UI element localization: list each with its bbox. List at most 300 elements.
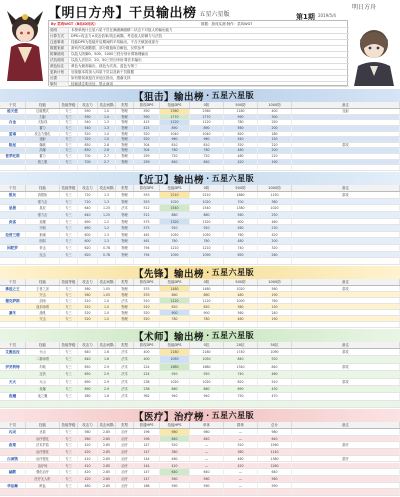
table-cell: 2210 — [160, 192, 190, 198]
table-cell — [292, 371, 400, 377]
table-cell: 533 — [134, 292, 160, 297]
table-cell: 专三 — [60, 356, 78, 362]
operator-name: 星极 — [0, 205, 26, 211]
table-cell — [224, 489, 258, 495]
table-cell: 专三 — [60, 386, 78, 392]
table-cell: 专三 — [60, 120, 78, 125]
table-cell: 590 — [134, 109, 160, 114]
table-cell: 150 — [258, 137, 292, 142]
table-cell — [190, 401, 224, 407]
operator-name — [0, 212, 26, 218]
table-cell: 1.6 — [98, 393, 116, 399]
table-cell: 治疗 — [116, 469, 134, 475]
table-cell: 群攻 — [292, 349, 400, 355]
table-cell: 850 — [78, 143, 98, 148]
operator-name — [0, 322, 26, 327]
table-row — [0, 199, 400, 206]
table-cell: 物理 — [116, 143, 134, 148]
bracket-open: 【 — [134, 174, 145, 186]
table-cell: 强力击 — [26, 212, 60, 218]
column-header: 备注 — [292, 185, 400, 191]
column-header: 单体 — [190, 422, 224, 428]
table-cell: 1050 — [190, 356, 224, 362]
table-cell — [78, 322, 98, 327]
table-cell: 520 — [78, 132, 98, 137]
table-cell: 940 — [160, 393, 190, 399]
table-cell: 640 — [78, 212, 98, 218]
operator-name — [0, 463, 26, 469]
bracket-close: 】 — [164, 174, 175, 186]
table-cell: 560 — [78, 286, 98, 291]
table-cell: 461 — [134, 238, 160, 244]
table-cell: 410 — [78, 463, 98, 469]
table-cell: 1.3 — [98, 232, 116, 238]
issue-number: 第1期 — [296, 13, 315, 21]
table-cell: 治疗 — [116, 476, 134, 482]
table-cell — [160, 322, 190, 327]
info-value: 以敌人防御0、500、1000三档分别计算物理输出 — [71, 51, 149, 56]
table-cell: 840 — [224, 356, 258, 362]
table-cell: 460 — [160, 456, 190, 462]
table-cell: 190 — [258, 316, 292, 321]
table-cell: 1020 — [224, 286, 258, 291]
table-cell: 2.7 — [98, 160, 116, 165]
table-cell: 2.9 — [98, 371, 116, 377]
table-cell: 860 — [190, 386, 224, 392]
table-cell: 1120 — [160, 120, 190, 125]
table-cell — [134, 489, 160, 495]
table-cell: 2.7 — [98, 154, 116, 159]
info-key: 颜色标注 — [49, 64, 69, 69]
table-cell: 2180 — [160, 349, 190, 355]
table-cell: 410 — [78, 456, 98, 462]
table-cell: 1020 — [190, 379, 224, 385]
table-cell: 2360 — [160, 109, 190, 114]
table-cell: 420 — [160, 463, 190, 469]
table-cell: 专三 — [60, 225, 78, 231]
bracket-close: 】 — [164, 331, 175, 343]
table-cell: 700 — [224, 199, 258, 205]
table-cell: 1.2 — [98, 225, 116, 231]
table-cell — [292, 292, 400, 297]
table-cell: 533 — [134, 286, 160, 291]
table-row — [0, 238, 400, 245]
section-rank-title: 治疗榜 — [174, 411, 205, 423]
table-cell — [292, 310, 400, 315]
table-cell — [292, 245, 400, 251]
table-cell: 760 — [190, 148, 224, 153]
table-cell: 300 — [258, 115, 292, 120]
info-key: 计算方式 — [49, 34, 69, 39]
table-cell: 420 — [258, 232, 292, 238]
table-cell: 1.0 — [98, 310, 116, 315]
table-cell — [292, 489, 400, 495]
table-cell: 法术 — [116, 364, 134, 370]
table-cell: 420 — [78, 449, 98, 455]
table-cell: 圣盾 — [26, 429, 60, 435]
operator-portrait-right — [350, 20, 398, 86]
operator-name: 艾雅法拉 — [0, 349, 26, 355]
table-cell — [292, 212, 400, 218]
table-cell: 920 — [190, 371, 224, 377]
table-cell: 780 — [160, 238, 190, 244]
table-cell: 620 — [160, 304, 190, 309]
table-cell — [258, 322, 292, 327]
table-cell: 259 — [134, 154, 160, 159]
column-header: 攻击间隔 — [98, 185, 116, 191]
table-cell: 430 — [258, 386, 292, 392]
operator-name: 凛冬 — [0, 310, 26, 315]
table-cell: 190 — [258, 292, 292, 297]
table-cell: 1.25 — [98, 205, 116, 211]
table-cell: 物理 — [116, 132, 134, 137]
table-cell: 260 — [258, 252, 292, 258]
table-cell: 专三 — [60, 310, 78, 315]
table-cell: 战吼 — [26, 310, 60, 315]
column-header: 500防 — [224, 185, 258, 191]
table-cell: 620 — [224, 132, 258, 137]
table-cell: 380 — [224, 449, 258, 455]
table-row — [0, 371, 400, 378]
table-cell: 650 — [224, 252, 258, 258]
table-row — [0, 449, 400, 456]
table-cell: 1120 — [190, 120, 224, 125]
table-cell: 专三 — [60, 154, 78, 159]
table-cell: 1.0 — [98, 115, 116, 120]
table-cell: 1090 — [160, 252, 190, 258]
table-cell: 专三 — [60, 245, 78, 251]
table-cell: 专三 — [60, 456, 78, 462]
table-cell — [292, 356, 400, 362]
table-cell: 1140 — [258, 449, 292, 455]
table-cell: 群攻 — [292, 192, 400, 198]
section-subtitle: 五星六星版 — [211, 174, 255, 183]
table-cell: 突击 — [26, 292, 60, 297]
table-cell: 850 — [78, 148, 98, 153]
table-cell — [292, 132, 400, 137]
table-cell: 480 — [224, 154, 258, 159]
table-cell: 620 — [190, 304, 224, 309]
column-header: 普攻DPS — [134, 102, 160, 108]
table-cell: 520 — [134, 132, 160, 137]
table-cell: 210 — [258, 154, 292, 159]
table-cell: — — [190, 463, 224, 469]
table-cell: 520 — [78, 310, 98, 315]
table-cell: 238 — [134, 379, 160, 385]
table-cell: 980 — [258, 429, 292, 435]
table-cell — [26, 165, 60, 170]
table-cell — [224, 322, 258, 327]
table-cell: 物理 — [116, 292, 134, 297]
table-cell: 720 — [78, 199, 98, 205]
info-value: 以敌人法抗0、20、50三档分别计算法术输出 — [71, 57, 142, 62]
table-cell: 362 — [134, 393, 160, 399]
table-cell: 1020 — [160, 199, 190, 205]
issue-date: 2019/5/4 — [318, 13, 336, 18]
table-cell: 群疗 — [292, 442, 400, 448]
table-cell: 1.6 — [98, 356, 116, 362]
table-cell: 物理 — [116, 225, 134, 231]
table-cell: 600 — [78, 238, 98, 244]
table-cell — [292, 476, 400, 482]
table-cell: 专三 — [60, 393, 78, 399]
table-cell: 专三 — [60, 205, 78, 211]
table-cell: 王者之剑 — [26, 286, 60, 291]
table-header — [0, 185, 400, 192]
table-cell: 1120 — [160, 298, 190, 303]
operator-name — [0, 386, 26, 392]
section-5 — [0, 409, 400, 497]
table-row — [0, 476, 400, 483]
table-cell: 物理 — [116, 252, 134, 258]
section-subtitle: 五星六星版 — [211, 411, 255, 420]
table-cell: 510 — [134, 304, 160, 309]
table-cell: 专三 — [60, 143, 78, 148]
separator-dot: · — [206, 91, 210, 100]
table-cell — [60, 489, 78, 495]
table-cell — [160, 489, 190, 495]
table-cell: 820 — [224, 379, 258, 385]
column-header: 备注 — [292, 279, 400, 285]
operator-name: 拉普兰德 — [0, 232, 26, 238]
table-cell: 专三 — [60, 109, 78, 114]
table-cell: 突击 — [26, 316, 60, 321]
table-cell: 扫射 — [26, 115, 60, 120]
table-cell: 2.85 — [98, 476, 116, 482]
table-cell: 420 — [224, 160, 258, 165]
table-cell: 群攻 — [292, 143, 400, 148]
table-cell — [292, 165, 400, 170]
table-cell: 专三 — [60, 212, 78, 218]
table-cell — [292, 483, 400, 489]
table-row — [0, 386, 400, 393]
table-cell — [116, 401, 134, 407]
table-cell: 640 — [160, 160, 190, 165]
table-row — [0, 393, 400, 400]
operator-name — [0, 292, 26, 297]
section-rank-title: 输出榜 — [174, 268, 205, 280]
table-cell: 2.85 — [98, 442, 116, 448]
operator-name: 夜魔 — [0, 393, 26, 399]
table-cell: 1020 — [190, 199, 224, 205]
table-cell — [134, 322, 160, 327]
table-cell — [78, 489, 98, 495]
table-cell — [116, 489, 134, 495]
table-cell: 320 — [258, 245, 292, 251]
section-3 — [0, 266, 400, 329]
table-cell: 196 — [134, 429, 160, 435]
table-cell: 750 — [224, 393, 258, 399]
column-header: 攻击力 — [78, 342, 98, 348]
bracket-close: 】 — [164, 411, 175, 423]
table-cell: 速射 — [26, 137, 60, 142]
table-cell: 专三 — [60, 115, 78, 120]
table-row — [0, 192, 400, 199]
column-header: 攻击力 — [78, 185, 98, 191]
table-cell: 群攻 — [292, 364, 400, 370]
table-cell: 治疗 — [116, 436, 134, 442]
table-cell: 590 — [134, 115, 160, 120]
table-cell: 1260 — [258, 463, 292, 469]
info-table — [48, 20, 348, 86]
table-cell: 900 — [160, 310, 190, 315]
table-cell: — — [224, 436, 258, 442]
table-cell: 510 — [78, 298, 98, 303]
operator-name: 闪灵 — [0, 429, 26, 435]
table-cell: 强力击 — [26, 199, 60, 205]
column-header: 技能等级 — [60, 102, 78, 108]
table-cell: 星辰 — [26, 205, 60, 211]
column-header: 0防 — [190, 279, 224, 285]
info-value: 转载请注明出处，禁止商用 — [71, 81, 113, 86]
section-rank-title: 输出榜 — [174, 91, 205, 103]
table-cell — [116, 165, 134, 170]
table-cell — [190, 258, 224, 264]
info-key: 防御说明 — [49, 52, 69, 57]
bracket-open: 【 — [134, 411, 145, 423]
column-header: 0防 — [190, 102, 224, 108]
operator-name — [0, 137, 26, 142]
table-row — [0, 483, 400, 490]
table-cell — [292, 252, 400, 258]
table-cell: 1120 — [190, 298, 224, 303]
table-cell: 群疗 — [292, 456, 400, 462]
column-header: 干员 — [0, 102, 26, 108]
table-cell — [292, 401, 400, 407]
page-title: 【明日方舟】干员输出榜 — [48, 5, 197, 21]
info-value: 本榜单统计五星六星干员在满潜满级精二状态下对敌人的输出能力 — [71, 28, 173, 32]
table-cell: 物理 — [116, 245, 134, 251]
table-cell: 治疗 — [116, 429, 134, 435]
table-cell: 740 — [224, 245, 258, 251]
column-header: 500防 — [224, 102, 258, 108]
table-row — [0, 219, 400, 226]
section-title — [134, 409, 254, 422]
table-cell: 620 — [78, 252, 98, 258]
table-cell: 810 — [160, 143, 190, 148]
info-value: 黄色为最高输出，绿色为次高，蓝色为第三 — [71, 63, 138, 68]
table-cell: 520 — [78, 137, 98, 142]
table-cell: 1210 — [190, 245, 224, 251]
table-cell: 1.3 — [98, 192, 116, 198]
column-header: 1000防 — [258, 279, 292, 285]
table-cell: 专三 — [60, 469, 78, 475]
table-cell: 560 — [78, 436, 98, 442]
table-cell: 920 — [190, 225, 224, 231]
table-row — [0, 442, 400, 449]
table-cell: 510 — [258, 379, 292, 385]
page-header — [0, 0, 400, 88]
column-header: 群体 — [224, 422, 258, 428]
table-cell: 专三 — [60, 349, 78, 355]
table-cell: 1.6 — [98, 349, 116, 355]
table-cell: 400 — [134, 349, 160, 355]
column-header: 20抗 — [224, 342, 258, 348]
table-cell: 415 — [134, 120, 160, 125]
table-cell: 224 — [134, 364, 160, 370]
table-cell: 物理 — [116, 199, 134, 205]
table-cell: 380 — [258, 199, 292, 205]
column-header: 攻击力 — [78, 422, 98, 428]
section-banner — [0, 329, 400, 342]
table-cell: 575 — [134, 225, 160, 231]
table-cell: 物理 — [116, 219, 134, 225]
table-cell: 治疗 — [116, 449, 134, 455]
table-cell: 治疗 — [116, 463, 134, 469]
table-cell: 1740 — [224, 349, 258, 355]
table-cell: 580 — [78, 393, 98, 399]
table-cell: 190 — [258, 160, 292, 165]
table-cell: 1.2 — [98, 219, 116, 225]
table-cell: 狼之眼 — [26, 160, 60, 165]
table-cell: 2.85 — [98, 436, 116, 442]
column-header: 技能等级 — [60, 279, 78, 285]
table-cell: 专三 — [60, 292, 78, 297]
table-cell: 专三 — [60, 364, 78, 370]
table-cell: 专三 — [60, 304, 78, 309]
table-cell — [292, 304, 400, 309]
table-cell: 1050 — [160, 356, 190, 362]
operator-name — [0, 238, 26, 244]
table-cell: 1020 — [160, 379, 190, 385]
table-cell: 520 — [224, 143, 258, 148]
table-cell: 治疗强化 — [26, 456, 60, 462]
corner-logo-text: 明日方舟 — [352, 4, 377, 11]
table-header — [0, 279, 400, 286]
column-header: 0抗 — [190, 342, 224, 348]
table-cell: 1480 — [160, 286, 190, 291]
column-header: 技能 — [26, 185, 60, 191]
bracket-open: 【 — [134, 268, 145, 280]
table-cell: 1320 — [190, 219, 224, 225]
table-cell — [224, 258, 258, 264]
column-header: 总计 — [258, 422, 292, 428]
table-cell — [292, 154, 400, 159]
table-cell: 群攻 — [292, 286, 400, 291]
table-cell: 540 — [224, 137, 258, 142]
table-cell: 1.3 — [98, 120, 116, 125]
column-header: 普通HPS — [134, 422, 160, 428]
table-cell — [98, 322, 116, 327]
table-cell: 1020 — [258, 205, 292, 211]
table-cell: 590 — [190, 483, 224, 489]
column-header: 备注 — [292, 422, 400, 428]
info-key: 注意事项 — [49, 40, 69, 45]
table-cell: 剑雨 — [26, 298, 60, 303]
table-cell: 物理 — [116, 154, 134, 159]
table-row — [0, 364, 400, 371]
section-title — [134, 266, 254, 279]
table-cell: 640 — [78, 356, 98, 362]
table-cell: 治疗 — [116, 456, 134, 462]
table-cell: 230 — [258, 225, 292, 231]
bracket-open: 【 — [134, 331, 145, 343]
table-cell: 304 — [134, 143, 160, 148]
table-cell: 专三 — [60, 132, 78, 137]
section-name: 医疗 — [144, 411, 165, 423]
table-row — [0, 205, 400, 212]
table-cell — [292, 469, 400, 475]
column-header: 类型 — [116, 279, 134, 285]
table-cell — [224, 401, 258, 407]
table-cell: 专三 — [60, 199, 78, 205]
table-cell: 强化治疗 — [26, 469, 60, 475]
info-key: 版权 — [49, 82, 69, 87]
table-cell: 690 — [78, 219, 98, 225]
column-header: 类型 — [116, 185, 134, 191]
table-cell: 2210 — [190, 192, 224, 198]
table-cell: 640 — [78, 205, 98, 211]
